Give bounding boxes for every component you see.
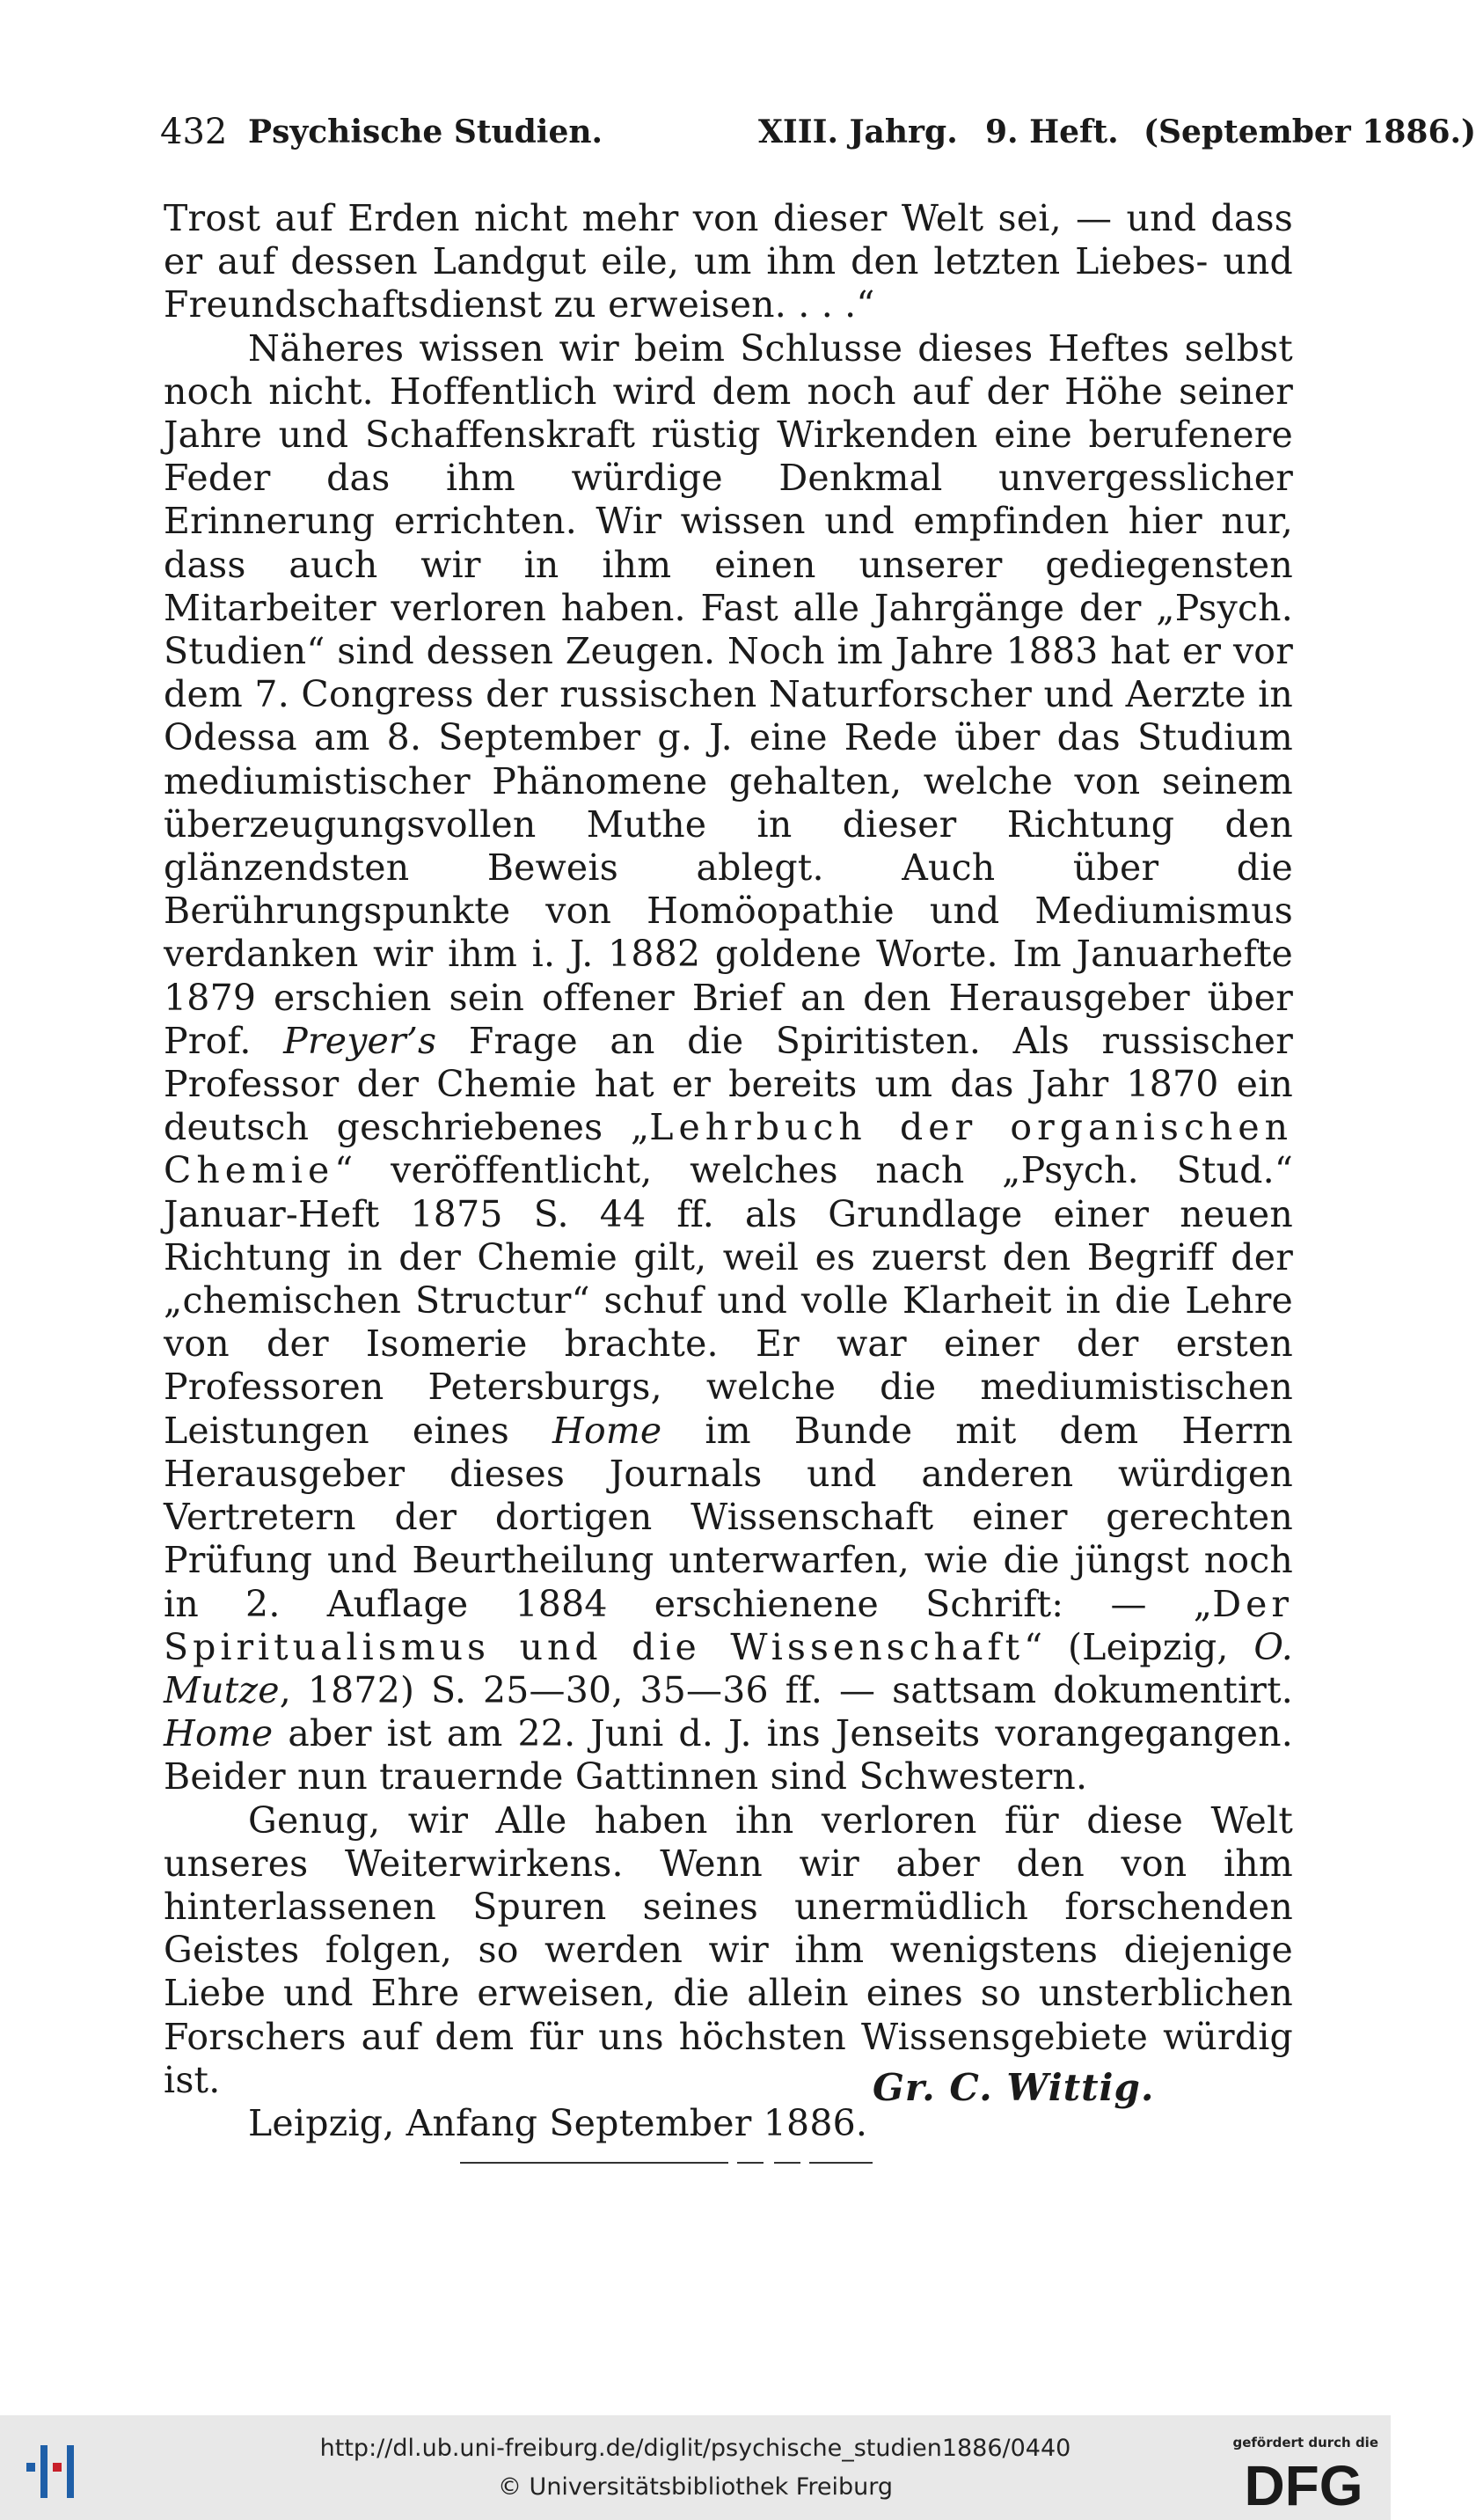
paragraph-2-part-7: aber ist am 22. Juni d. J. ins Jenseits vorangegangen. Beider nun trauernde Gattinnen sind Schwestern.	[164, 1712, 1293, 1798]
funded-by-label: gefördert durch die	[1232, 2435, 1378, 2450]
dfg-logo-text: DFG	[1244, 2454, 1363, 2517]
issue-date: (September 1886.)	[1144, 114, 1476, 150]
paragraph-2	[164, 327, 1293, 1799]
section-divider	[460, 2162, 728, 2164]
paragraph-2-part-3: “ veröffentlicht, welches nach „Psych. Stud.“ Januar-Heft 1875 S. 44 ff. als Grundlage einer neuen Richtung in der Chemie gilt, weil es zuerst den Begriff der „chemischen Structur“ schuf und volle Klarheit in die Lehre von der Isomerie brachte. Er war einer der ersten Professoren Petersburgs, welche die mediumistischen Leistungen eines	[164, 1149, 1293, 1452]
journal-title: Psychische Studien.	[248, 114, 603, 150]
book-title-lehrbuch: Lehrbuch der organischen Chemie	[164, 1106, 1293, 1192]
paragraph-2-part-1: Näheres wissen wir beim Schlusse dieses Heftes selbst noch nicht. Hoffentlich wird dem noch auf der Höhe seiner Jahre und Schaffenskraft rüstig Wirkenden eine berufenere Feder das ihm würdige Denkmal unvergesslicher Erinnerung errichten. Wir wissen und empfinden hier nur, dass auch wir in ihm einen unserer gediegensten Mitarbeiter verloren haben. Fast alle Jahrgänge der „Psych. Studien“ sind dessen Zeugen. Noch im Jahre 1883 hat er vor dem 7. Congress der russischen Naturforscher und Aerzte in Odessa am 8. September g. J. eine Rede über das Studium mediumistischer Phänomene gehalten, welche von seinem überzeugungsvollen Muthe in dieser Richtung den glänzendsten Beweis ablegt. Auch über die Berührungspunkte von Homöopathie und Mediumismus verdanken wir ihm i. J. 1882 goldene Worte. Im Januarhefte 1879 erschien sein offener Brief an den Herausgeber über Prof.	[164, 326, 1293, 1062]
digitization-footer	[0, 2415, 1391, 2520]
paragraph-1: Trost auf Erden nicht mehr von dieser Welt sei, — und dass er auf dessen Landgut eile, um ihm den letzten Liebes- und Freundschaftsdienst zu erweisen. . . .“	[164, 197, 1293, 326]
page-number: 432	[160, 112, 228, 152]
dfg-funding-block	[1202, 2422, 1378, 2517]
article-body	[164, 197, 1293, 2145]
section-divider	[737, 2162, 764, 2164]
section-divider	[809, 2162, 873, 2164]
name-preyer: Preyer’s	[283, 1019, 437, 1062]
author-signature: Gr. C. Wittig.	[873, 2066, 1155, 2109]
paragraph-3: Genug, wir Alle haben ihn verloren für diese Welt unseres Weiterwirkens. Wenn wir aber den von ihm hinterlassenen Spuren seines unermüdlich forschenden Geistes folgen, so werden wir ihm wenigstens diejenige Liebe und Ehre erweisen, die allein eines so unsterblichen Forschers auf dem für uns höchsten Wissensgebiete würdig ist.	[164, 1798, 1293, 2101]
volume-label: XIII. Jahrg.	[758, 114, 958, 150]
permalink-url[interactable]: http://dl.ub.uni-freiburg.de/diglit/psychische_studien1886/0440	[319, 2435, 1071, 2462]
copyright-notice: © Universitätsbibliothek Freiburg	[497, 2473, 894, 2501]
publisher-mutze: O. Mutze	[164, 1625, 1294, 1711]
name-home-2: Home	[164, 1712, 274, 1755]
paragraph-2-part-5: “ (Leipzig,	[1024, 1625, 1229, 1668]
dfg-logo-icon	[1229, 2454, 1378, 2517]
running-header	[160, 107, 1476, 157]
paragraph-2-part-6: , 1872) S. 25—30, 35—36 ff. — sattsam dokumentirt.	[279, 1668, 1293, 1711]
issue-label: 9. Heft.	[985, 114, 1119, 150]
paragraph-2-part-2: Frage an die Spiritisten. Als russischer Professor der Chemie hat er bereits um das Jahr 1870 ein deutsch geschriebenes „	[164, 1019, 1294, 1149]
book-title-spiritualismus: Der Spiritualismus und die Wissenschaft	[164, 1582, 1293, 1668]
paragraph-2-part-4: im Bunde mit dem Herrn Herausgeber dieses Journals und anderen würdigen Vertretern der dortigen Wissenschaft einer gerechten Prüfung und Beurtheilung unterwarfen, wie die jüngst noch in 2. Auflage 1884 erschienene Schrift: — „	[164, 1409, 1294, 1625]
date-line: Leipzig, Anfang September 1886.	[248, 2101, 868, 2144]
name-home-1: Home	[552, 1409, 662, 1452]
section-divider	[774, 2162, 800, 2164]
